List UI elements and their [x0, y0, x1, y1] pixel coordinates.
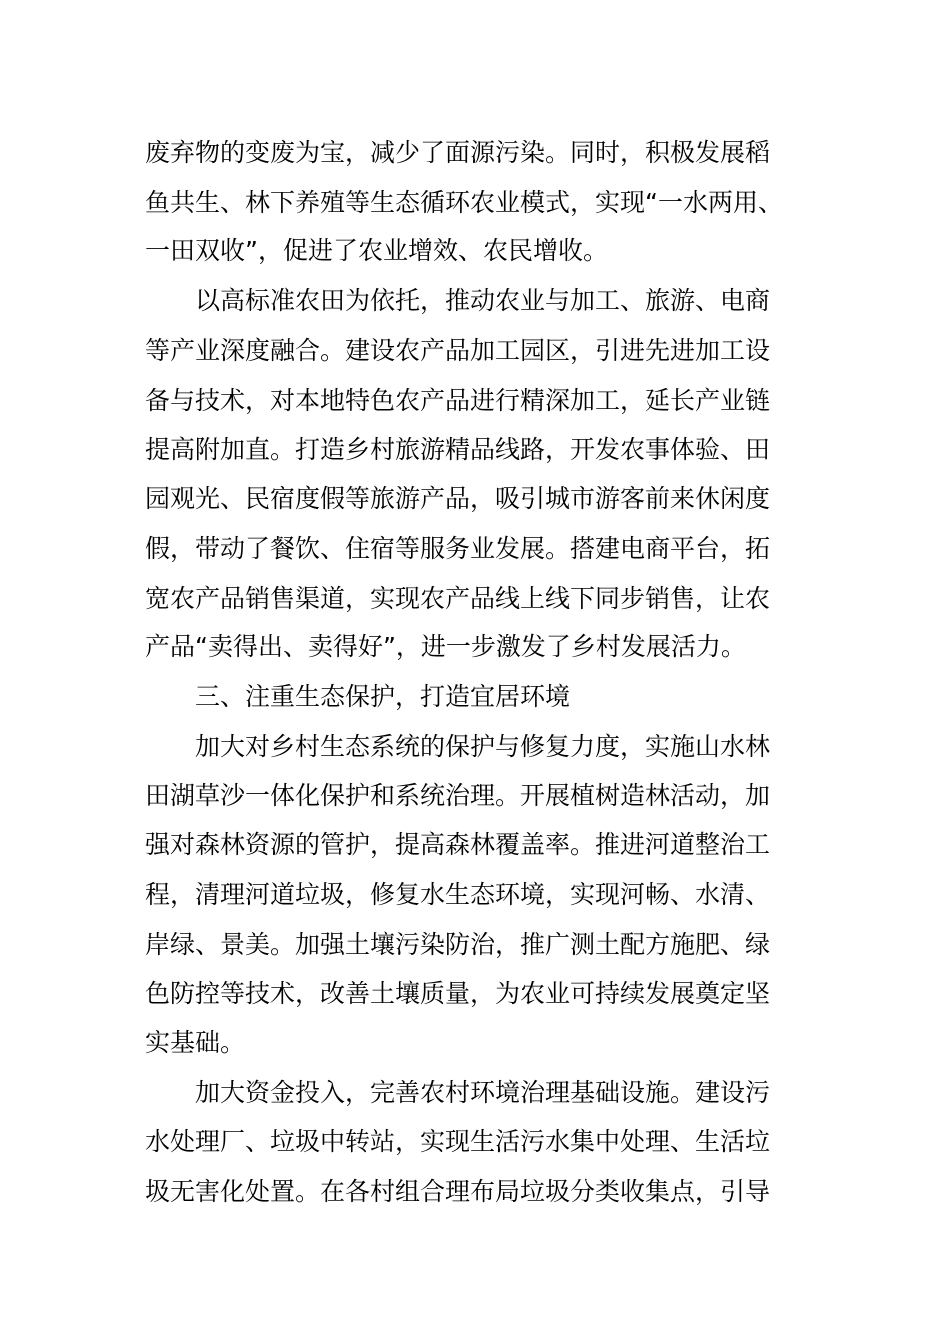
- paragraph-line: 岸绿、景美。加强土壤污染防治，推广测土配方施肥、绿: [145, 930, 771, 959]
- paragraph-line: 园观光、民宿度假等旅游产品，吸引城市游客前来休闲度: [145, 484, 771, 513]
- paragraph-line: 鱼共生、林下养殖等生态循环农业模式，实现“一水两用、: [145, 188, 783, 217]
- paragraph-line: 圾无害化处置。在各村组合理布局垃圾分类收集点，引导: [145, 1177, 771, 1206]
- paragraph-line: 假，带动了餐饮、住宿等服务业发展。搭建电商平台，拓: [145, 534, 771, 563]
- paragraph-line: 宽农产品销售渠道，实现农产品线上线下同步销售，让农: [145, 584, 771, 613]
- paragraph-line: 强对森林资源的管护，提高森林覆盖率。推进河道整治工: [145, 830, 771, 859]
- paragraph-line: 水处理厂、垃圾中转站，实现生活污水集中处理、生活垃: [145, 1127, 771, 1156]
- paragraph-line: 色防控等技术，改善土壤质量，为农业可持续发展奠定坚: [145, 979, 771, 1008]
- paragraph-first-line: 加大对乡村生态系统的保护与修复力度，实施山水林: [195, 732, 771, 761]
- paragraph-line: 程，清理河道垃圾，修复水生态环境，实现河畅、水清、: [145, 880, 771, 909]
- paragraph-line: 实基础。: [145, 1028, 246, 1057]
- section-heading: 三、注重生态保护，打造宜居环境: [195, 682, 571, 711]
- paragraph-first-line: 以高标准农田为依托，推动农业与加工、旅游、电商: [195, 286, 771, 315]
- paragraph-line: 一田双收”，促进了农业增效、农民增收。: [145, 236, 608, 265]
- paragraph-line: 田湖草沙一体化保护和系统治理。开展植树造林活动，加: [145, 781, 771, 810]
- paragraph-line: 产品“卖得出、卖得好”，进一步激发了乡村发展活力。: [145, 632, 746, 661]
- paragraph-first-line: 加大资金投入，完善农村环境治理基础设施。建设污: [195, 1078, 771, 1107]
- paragraph-line: 提高附加直。打造乡村旅游精品线路，开发农事体验、田: [145, 435, 771, 464]
- paragraph-line: 等产业深度融合。建设农产品加工园区，引进先进加工设: [145, 336, 771, 365]
- paragraph-line: 废弃物的变废为宝，减少了面源污染。同时，积极发展稻: [145, 138, 771, 167]
- paragraph-line: 备与技术，对本地特色农产品进行精深加工，延长产业链: [145, 386, 771, 415]
